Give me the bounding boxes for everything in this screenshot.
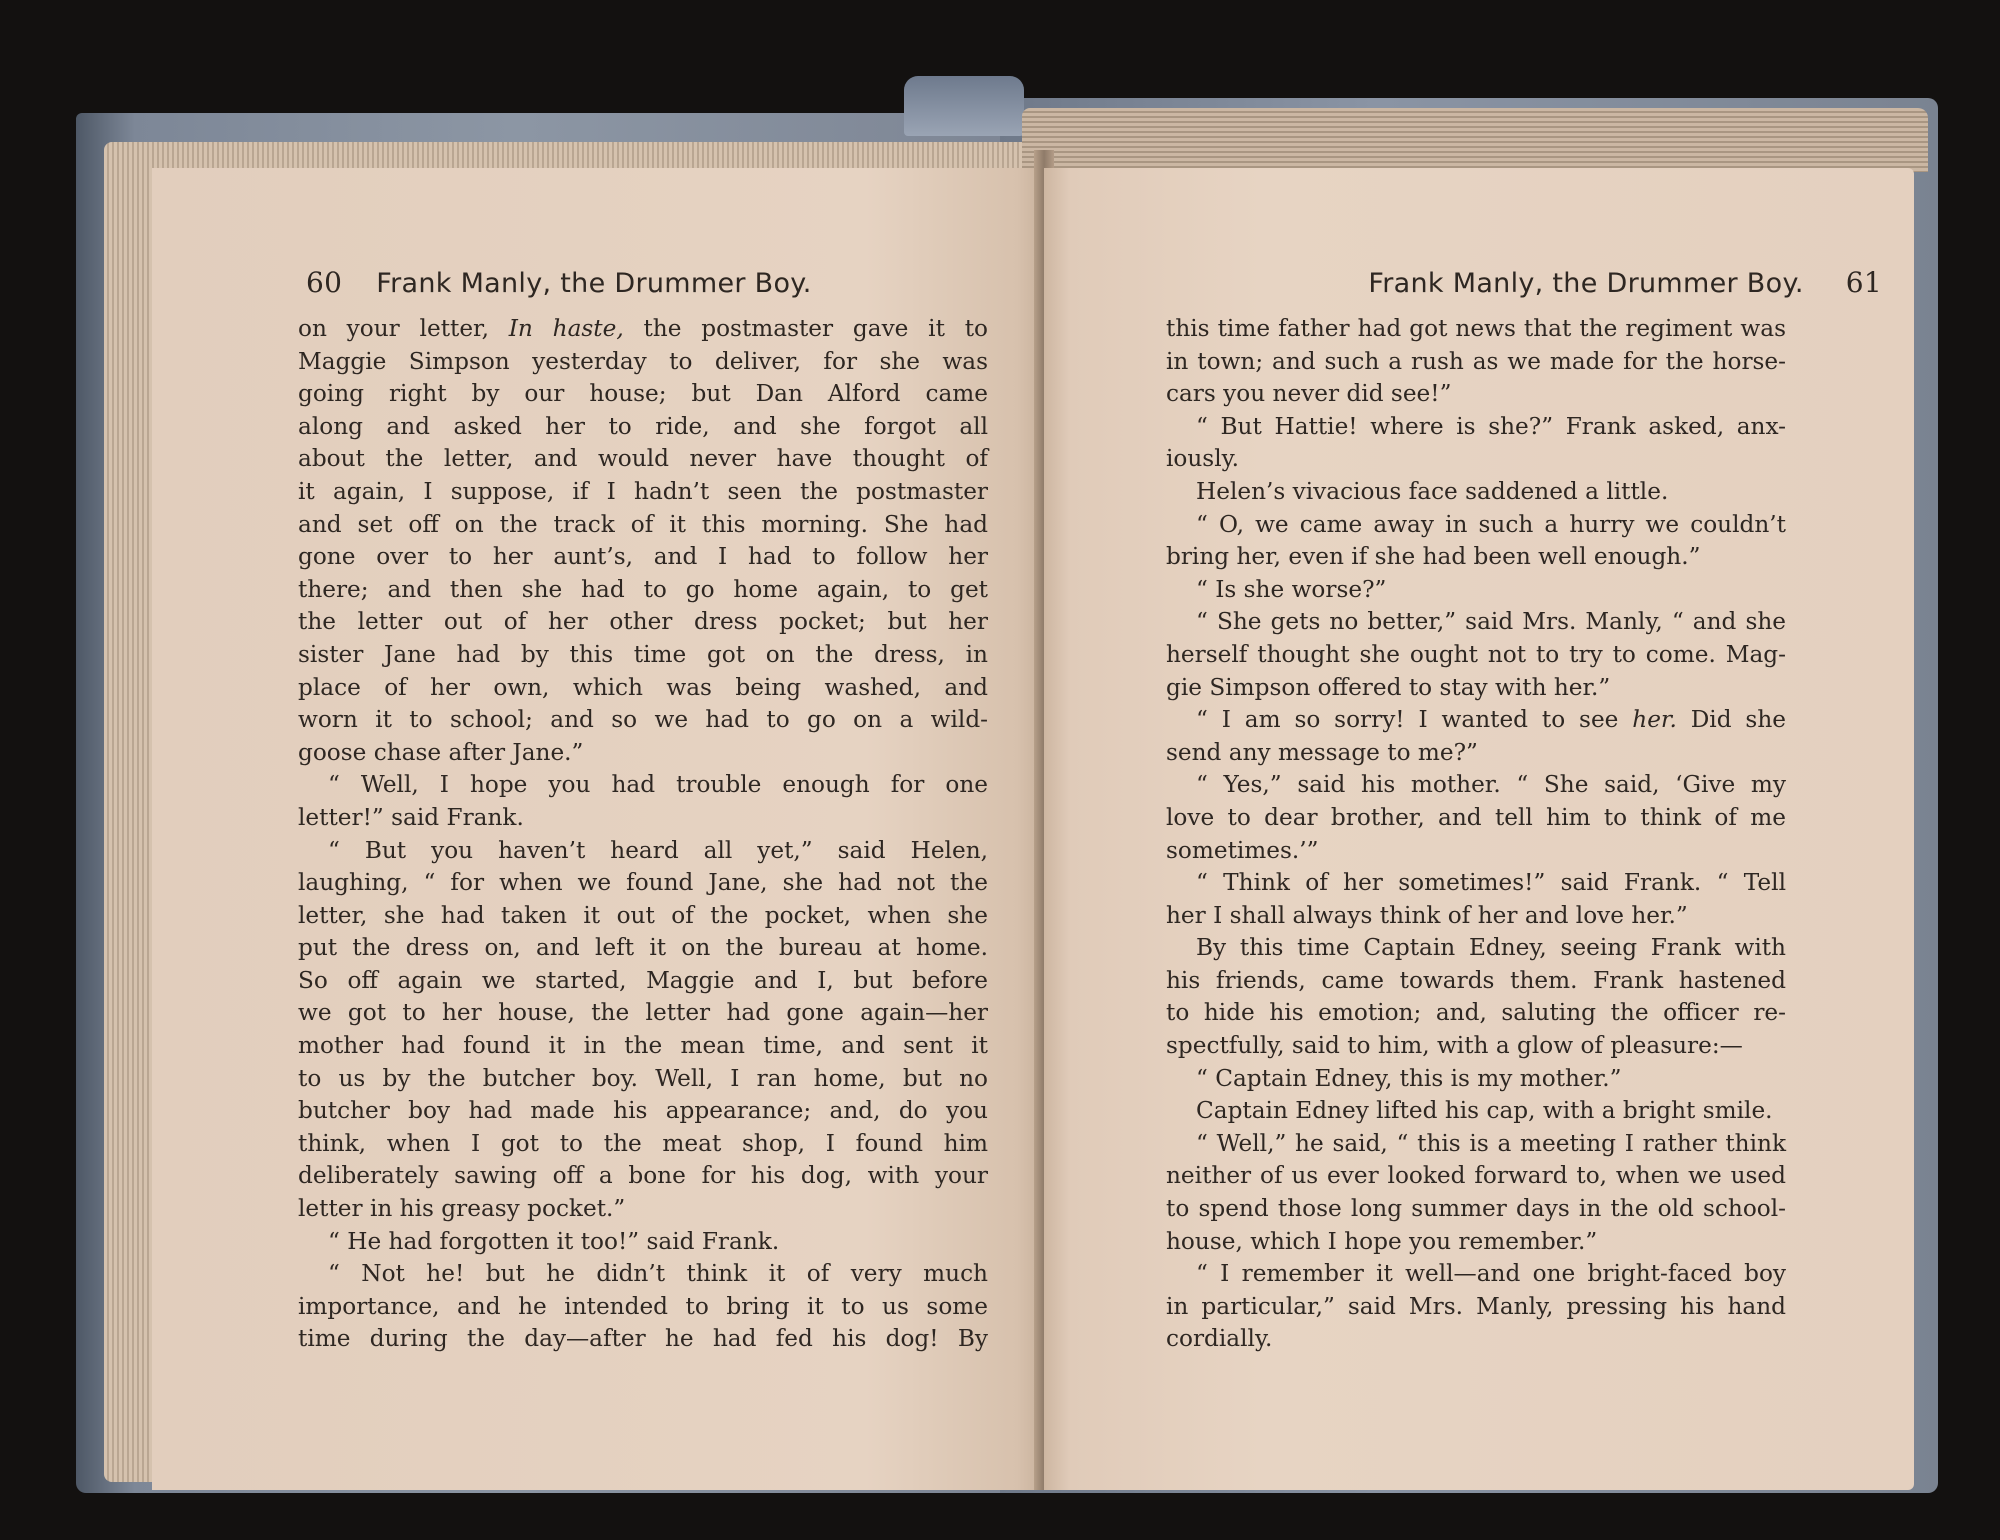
text-line: house, which I hope you remember.” — [1166, 1227, 1598, 1255]
text-line: letter in his greasy pocket.” — [298, 1195, 626, 1223]
text-line: this time father had got news that the regiment was — [1166, 315, 1786, 342]
text-line: “ He had forgotten it too!” said Frank. — [328, 1227, 780, 1255]
text-line: laughing, “ for when we found Jane, she had not the — [298, 869, 988, 897]
text-line: love to dear brother, and tell him to think of me — [1166, 803, 1786, 831]
text-line: “ Well,” he said, “ this is a meeting I rather think — [1196, 1129, 1786, 1157]
text-line: “ I am so sorry! I wanted to see her. Did she — [1196, 706, 1786, 734]
text-line: cars you never did see!” — [1166, 380, 1452, 408]
text-line: Helen’s vivacious face saddened a little. — [1196, 477, 1669, 505]
text-line: place of her own, which was being washed, and — [298, 673, 988, 701]
left-page — [152, 168, 1044, 1490]
text-line: worn it to school; and so we had to go on a wild- — [298, 706, 988, 734]
text-line: “ But you haven’t heard all yet,” said Helen, — [328, 836, 988, 864]
text-line: to us by the butcher boy. Well, I ran home, but no — [298, 1064, 988, 1092]
text-line: letter, she had taken it out of the pocket, when she — [298, 901, 988, 929]
text-line: we got to her house, the letter had gone again—her — [298, 999, 988, 1027]
left-running-head — [306, 266, 1006, 306]
text-line: spectfully, said to him, with a glow of pleasure:— — [1166, 1032, 1743, 1060]
text-line: iously. — [1166, 445, 1240, 473]
text-line: herself thought she ought not to try to come. Mag- — [1166, 640, 1786, 668]
text-line: the letter out of her other dress pocket; but her — [298, 608, 988, 636]
text-line: “ Not he! but he didn’t think it of very much — [328, 1260, 988, 1288]
text-line: to hide his emotion; and, saluting the officer re- — [1166, 999, 1786, 1027]
text-line: butcher boy had made his appearance; and, do you — [298, 1097, 988, 1125]
text-line: gie Simpson offered to stay with her.” — [1166, 673, 1611, 701]
text-line: time during the day—after he had fed his dog! By — [298, 1325, 988, 1353]
left-page-text — [298, 313, 988, 1356]
text-line: sister Jane had by this time got on the dress, in — [298, 640, 988, 668]
text-line: on your letter, In haste, the postmaster gave it to — [298, 315, 988, 342]
text-line: deliberately sawing off a bone for his dog, with your — [298, 1162, 988, 1190]
page-edges-top — [1022, 108, 1928, 172]
right-page — [1044, 168, 1914, 1490]
text-line: bring her, even if she had been well enough.” — [1166, 543, 1701, 571]
text-line: “ She gets no better,” said Mrs. Manly, “ and she — [1196, 608, 1786, 636]
left-page-number: 60 — [306, 266, 343, 299]
text-line: in particular,” said Mrs. Manly, pressing his hand — [1166, 1292, 1786, 1320]
text-line: it again, I suppose, if I hadn’t seen the postmaster — [298, 477, 988, 505]
text-line: cordially. — [1166, 1325, 1273, 1353]
text-line: along and asked her to ride, and she forgot all — [298, 412, 988, 440]
text-line: “ Captain Edney, this is my mother.” — [1196, 1064, 1622, 1092]
left-header-title: Frank Manly, the Drummer Boy. — [376, 268, 812, 299]
text-line: By this time Captain Edney, seeing Frank with — [1196, 934, 1786, 962]
text-line: about the letter, and would never have thought of — [298, 445, 988, 473]
right-header-title: Frank Manly, the Drummer Boy. — [1368, 268, 1804, 299]
text-line: send any message to me?” — [1166, 738, 1478, 766]
text-line: going right by our house; but Dan Alford came — [298, 380, 988, 408]
text-line: “ I remember it well—and one bright-faced boy — [1196, 1260, 1786, 1288]
text-line: her I shall always think of her and love her.” — [1166, 901, 1688, 929]
text-line: gone over to her aunt’s, and I had to follow her — [298, 543, 988, 571]
text-line: goose chase after Jane.” — [298, 738, 584, 766]
right-page-text — [1166, 313, 1786, 1356]
text-line: there; and then she had to go home again, to get — [298, 575, 988, 603]
text-line: Maggie Simpson yesterday to deliver, for she was — [298, 347, 988, 375]
book-spine — [904, 76, 1024, 136]
text-line: sometimes.’” — [1166, 836, 1319, 864]
right-page-number: 61 — [1845, 266, 1882, 299]
text-line: in town; and such a rush as we made for the horse- — [1166, 347, 1786, 375]
text-line: “ Yes,” said his mother. “ She said, ‘Give my — [1196, 771, 1786, 799]
text-line: neither of us ever looked forward to, when we used — [1166, 1162, 1786, 1190]
text-line: and set off on the track of it this morning. She had — [298, 510, 988, 538]
text-line: “ But Hattie! where is she?” Frank asked, anx- — [1196, 412, 1786, 440]
text-line: So off again we started, Maggie and I, but before — [298, 966, 988, 994]
text-line: his friends, came towards them. Frank hastened — [1166, 966, 1786, 994]
text-line: letter!” said Frank. — [298, 803, 524, 831]
text-line: importance, and he intended to bring it to us some — [298, 1292, 988, 1320]
right-running-head — [1254, 266, 1882, 306]
text-line: “ Well, I hope you had trouble enough for one — [328, 771, 988, 799]
text-line: to spend those long summer days in the old school- — [1166, 1195, 1786, 1223]
text-line: mother had found it in the mean time, and sent it — [298, 1032, 988, 1060]
text-line: “ Think of her sometimes!” said Frank. “ Tell — [1196, 869, 1786, 897]
text-line: think, when I got to the meat shop, I found him — [298, 1129, 988, 1157]
text-line: “ Is she worse?” — [1196, 575, 1387, 603]
text-line: Captain Edney lifted his cap, with a bright smile. — [1196, 1097, 1773, 1125]
text-line: put the dress on, and left it on the bureau at home. — [298, 934, 988, 962]
text-line: “ O, we came away in such a hurry we couldn’t — [1196, 510, 1786, 538]
